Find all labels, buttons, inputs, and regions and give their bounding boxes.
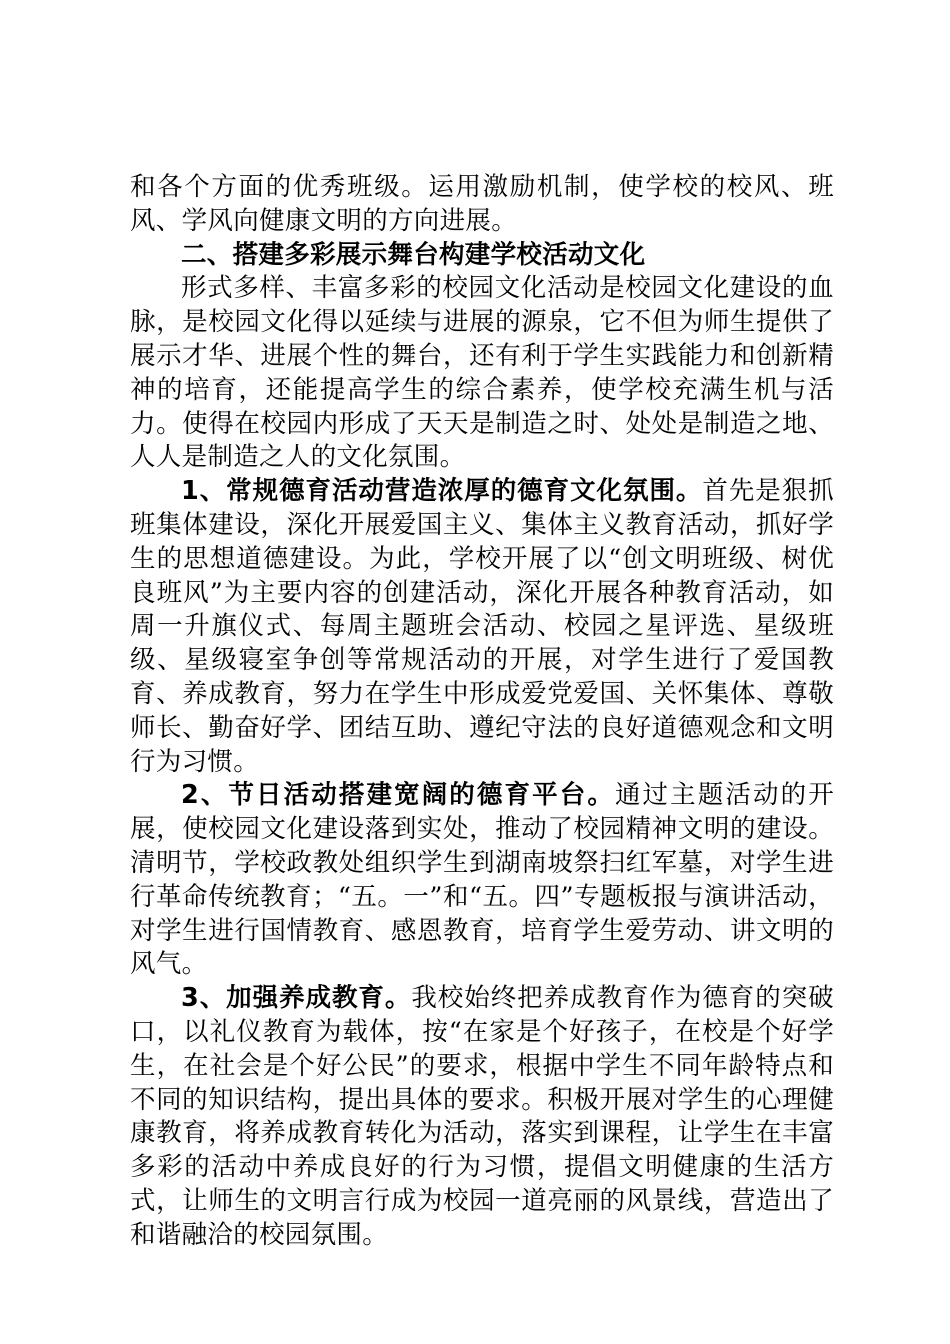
item-3-body: 我校始终把养成教育作为德育的突破口，以礼仪教育为载体，按“在家是个好孩子，在校是个好学生，在社会是个好公民”的要求，根据中学生不同年龄特点和不同的知识结构，提出具体的要求。积极开展对学生的心理健康教育，将养成教育转化为活动，落实到课程，让学生在丰富多彩的活动中养成良好的行为习惯，提倡文明健康的生活方式，让师生的文明言行成为校园一道亮丽的风景线，营造出了和谐融洽的校园氛围。 bbox=[130, 983, 834, 1250]
document-page bbox=[130, 171, 834, 1253]
item-1-lead: 1、常规德育活动营造浓厚的德育文化氛围。 bbox=[181, 476, 703, 507]
item-1-body: 首先是狠抓班集体建设，深化开展爱国主义、集体主义教育活动，抓好学生的思想道德建设。为此，学校开展了以“创文明班级、树优良班风”为主要内容的创建活动，深化开展各种教育活动，如周一升旗仪式、每周主题班会活动、校园之星评选、星级班级、星级寝室争创等常规活动的开展，对学生进行了爱国教育、养成教育，努力在学生中形成爱党爱国、关怀集体、尊敬师长、勤奋好学、团结互助、遵纪守法的良好道德观念和文明行为习惯。 bbox=[130, 476, 834, 777]
item-2-body: 通过主题活动的开展，使校园文化建设落到实处，推动了校园精神文明的建设。清明节，学校政教处组织学生到湖南坡祭扫红军墓，对学生进行革命传统教育；“五。一”和“五。四”专题板报与演讲活动，对学生进行国情教育、感恩教育，培育学生爱劳动、讲文明的风气。 bbox=[130, 780, 834, 980]
item-3-lead: 3、加强养成教育。 bbox=[181, 983, 412, 1014]
item-1-paragraph bbox=[130, 475, 834, 779]
paragraph-intro: 和各个方面的优秀班级。运用激励机制，使学校的校风、班风、学风向健康文明的方向进展。 bbox=[130, 172, 834, 236]
section-heading: 二、搭建多彩展示舞台构建学校活动文化 bbox=[181, 239, 646, 270]
paragraph-activities: 形式多样、丰富多彩的校园文化活动是校园文化建设的血脉，是校园文化得以延续与进展的源泉，它不但为师生提供了展示才华、进展个性的舞台，还有利于学生实践能力和创新精神的培育，还能提高学生的综合素养，使学校充满生机与活力。使得在校园内形成了天天是制造之时、处处是制造之地、人人是制造之人的文化氛围。 bbox=[130, 273, 834, 473]
item-2-lead: 2、节日活动搭建宽阔的德育平台。 bbox=[181, 780, 615, 811]
item-2-paragraph bbox=[130, 779, 834, 982]
item-3-paragraph bbox=[130, 982, 834, 1252]
